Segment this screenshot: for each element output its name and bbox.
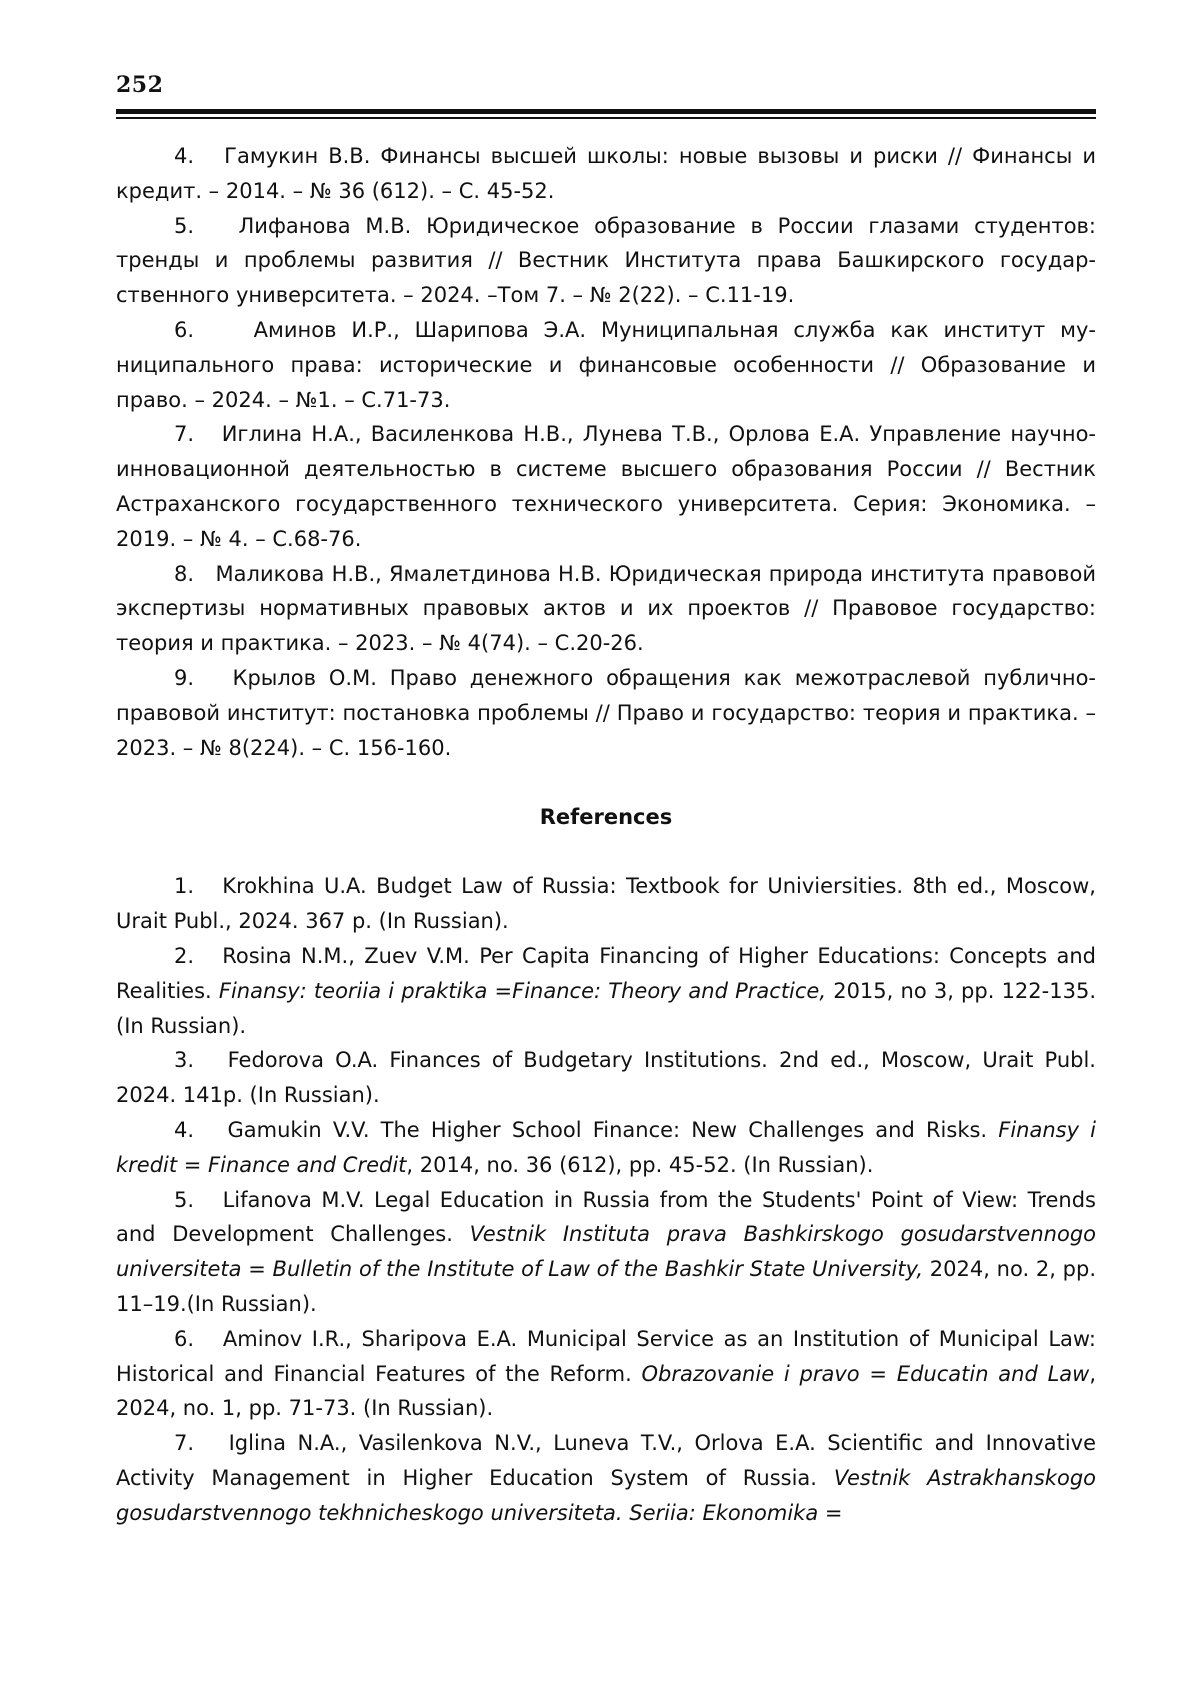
reference-text: 6. Aminov I.R., Sharipova E.A. Municipal Service as an Institution of Municipal Law: Historical and Financial Features of the Reform. [116,1326,1096,1386]
journal-title: Vestnik Astrakhanskogo gosudarstvennogo tekhnicheskogo universiteta. Seriia: Ekonomika = [116,1465,1096,1525]
journal-title: Vestnik Instituta prava Bashkirskogo gosudarstvennogo universiteta = Bulletin of the Institute of Law of the Bashkir State University, [116,1222,1096,1282]
english-reference-3 [116,1043,1096,1113]
english-reference-1 [116,869,1096,939]
reference-text: 2. Rosina N.M., Zuev V.M. Per Capita Financing of Higher Educations: Concepts and Realities. [116,943,1096,1003]
references-heading: References [539,805,673,830]
header-rule-thin [116,117,1096,119]
reference-details: 2015, no 3, pp. 122-135. (In Russian). [116,978,1096,1038]
header-rule-thick [116,109,1096,114]
english-reference-4 [116,1113,1096,1183]
english-reference-7 [116,1426,1096,1530]
reference-text: 1. Krokhina U.A. Budget Law of Russia: Textbook for Univiersities. 8th ed., Moscow, Urait Publ., 2024. 367 p. (In Russian). [116,874,1096,934]
russian-reference-4: 4. Гамукин В.В. Финансы высшей школы: новые вызовы и риски // Финансы и кредит. – 2014. – № 36 (612). – С. 45-52. [116,144,1096,203]
reference-text: 4. Gamukin V.V. The Higher School Finance: New Challenges and Risks. [174,1117,999,1142]
reference-text: 7. Iglina N.A., Vasilenkova N.V., Luneva T.V., Orlova E.A. Scientific and Innovative Activity Management in Higher Education System of Russia. [116,1431,1096,1490]
reference-details: , 2014, no. 36 (612), pp. 45-52. (In Russian). [406,1152,874,1177]
russian-reference-5: 5. Лифанова М.В. Юридическое образование в России глазами студентов: тренды и проблемы развития // Вестник Института права Башкирского государственного университета. – 2024. –Том 7. – № 2(22). – С.11-19. [116,213,1096,308]
english-reference-2 [116,939,1096,1043]
english-reference-6 [116,1322,1096,1426]
reference-details: 2024, no. 2, pp. 11–19.(In Russian). [116,1257,1096,1316]
journal-title: Obrazovanie i pravo = Educatin and Law [641,1361,1090,1386]
journal-title: Finansy: teoriia i praktika =Finance: Theory and Practice, [218,978,827,1003]
reference-details: , 2024, no. 1, pp. 71-73. (In Russian). [116,1361,1097,1421]
journal-title: Finansy i kredit = Finance and Credit [116,1117,1097,1177]
russian-reference-9: 9. Крылов О.М. Право денежного обращения как межотраслевой публично-правовой институт: постановка проблемы // Право и государство: теория и практика. – 2023. – № 8(224). – С. 156-160. [116,665,1096,760]
reference-text: 3. Fedorova O.A. Finances of Budgetary Institutions. 2nd ed., Moscow, Urait Publ. 2024. 141p. (In Russian). [116,1048,1096,1108]
russian-reference-8: 8. Маликова Н.В., Ямалетдинова Н.В. Юридическая природа института правовой экспертизы нормативных правовых актов и их проектов // Правовое государство: теория и практика. – 2023. – № 4(74). – С.20-26. [116,561,1096,656]
reference-list [116,139,1096,1530]
english-reference-5 [116,1183,1096,1322]
russian-reference-6: 6. Аминов И.Р., Шарипова Э.А. Муниципальная служба как институт муниципального права: исторические и финансовые особенности // Образование и право. – 2024. – №1. – С.71-73. [116,317,1096,412]
russian-reference-7: 7. Иглина Н.А., Василенкова Н.В., Лунева Т.В., Орлова Е.А. Управление научно-инновационной деятельностью в системе высшего образования России // Вестник Астраханского государственного технического университета. Серия: Экономика. – 2019. – № 4. – С.68-76. [116,422,1096,551]
page-number: 252 [116,72,164,98]
reference-text: 5. Lifanova M.V. Legal Education in Russia from the Students' Point of View: Trends and Development Challenges. [116,1187,1096,1247]
